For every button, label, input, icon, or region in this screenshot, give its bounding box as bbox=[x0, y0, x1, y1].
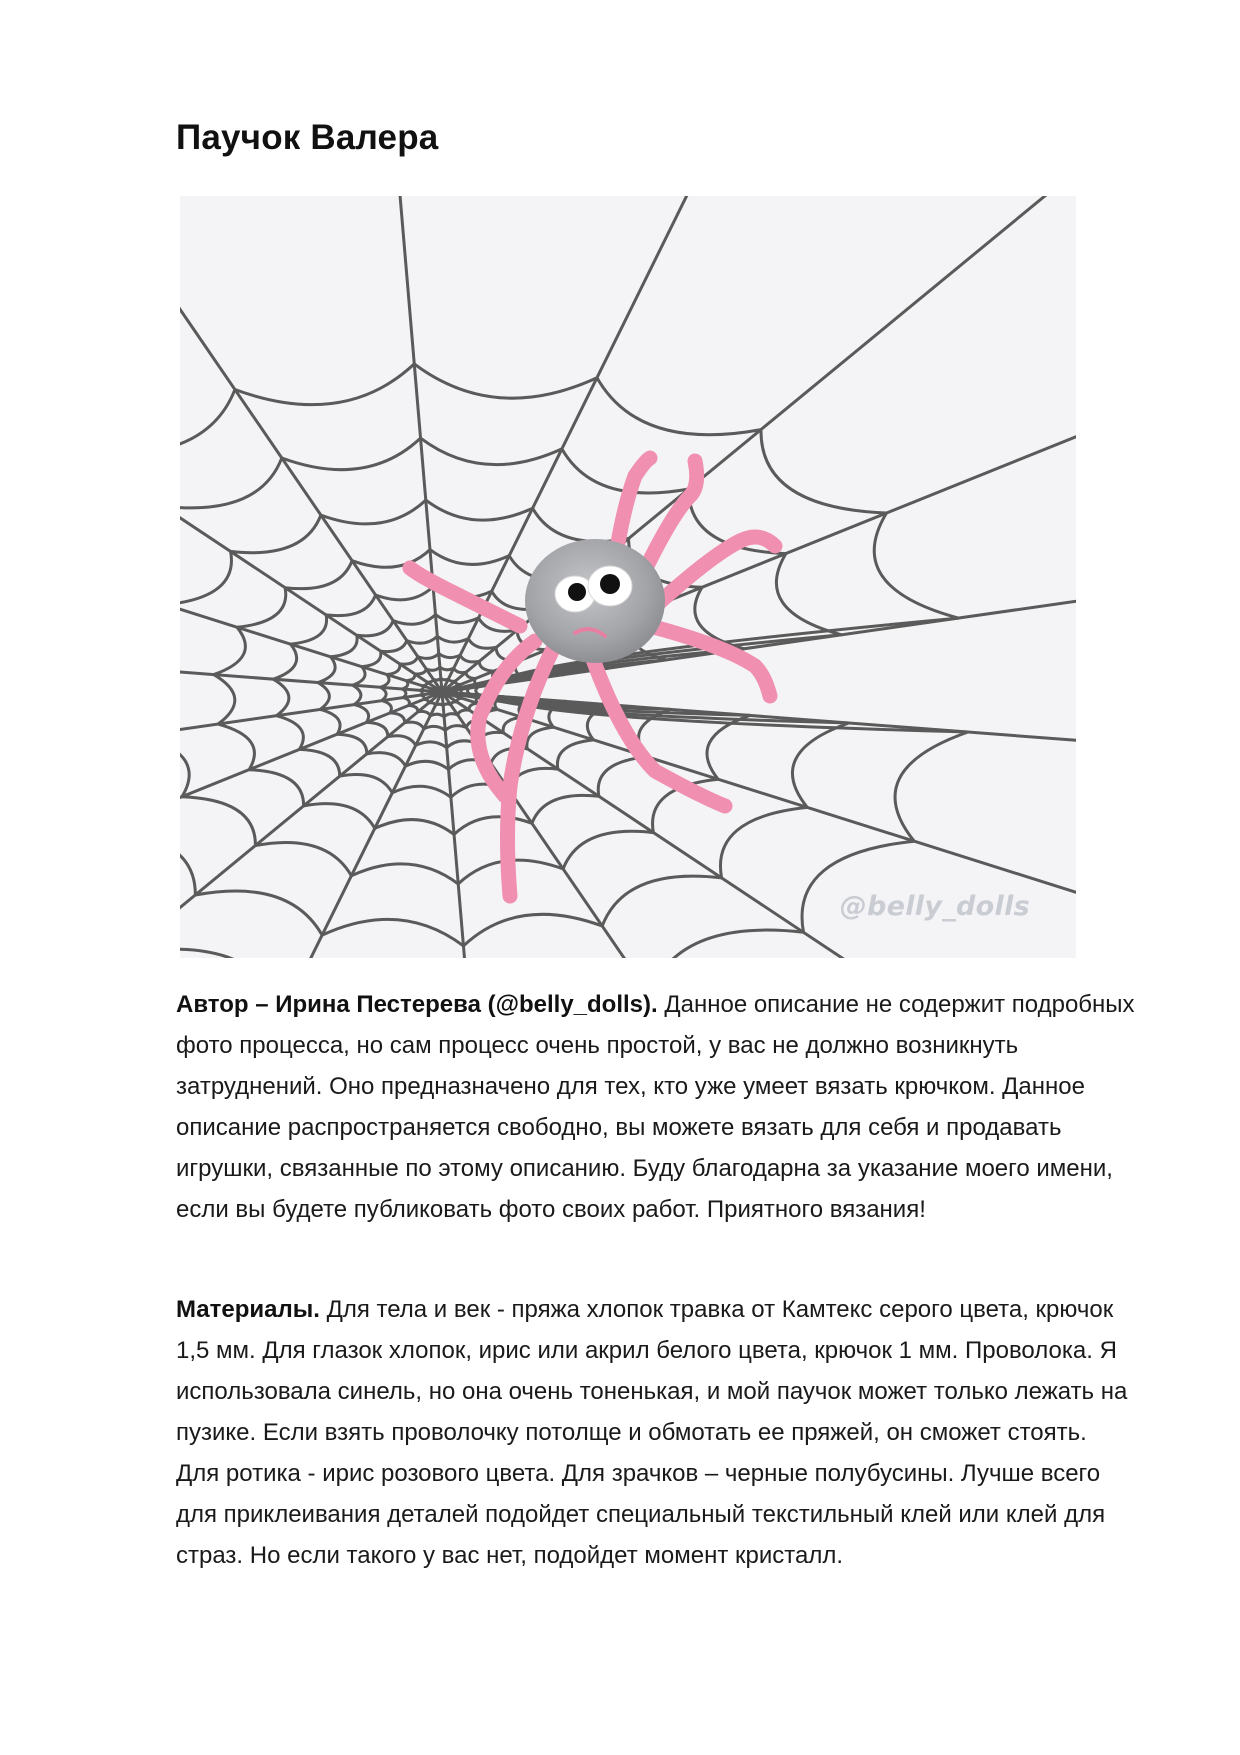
page-title: Паучок Валера bbox=[176, 118, 439, 157]
watermark: @belly_dolls bbox=[839, 891, 1030, 922]
left-pupil bbox=[568, 583, 586, 601]
materials-paragraph bbox=[176, 1289, 1136, 1576]
author-lead: Автор – Ирина Пестерева (@belly_dolls). bbox=[176, 991, 658, 1018]
spider-web-illustration bbox=[180, 196, 1076, 958]
materials-text: Для тела и век - пряжа хлопок травка от Камтекс серого цвета, крючок 1,5 мм. Для глазок хлопок, ирис или акрил белого цвета, крючок 1 мм. Проволока. Я использовала синель, но она очень тоненькая, и мой паучок может только лежать на пузике. Если взять проволочку потолще и обмотать ее пряжей, он сможет стоять. Для ротика - ирис розового цвета. Для зрачков – черные полубусины. Лучше всего для приклеивания деталей подойдет специальный текстильный клей или клей для страз. Но если такого у вас нет, подойдет момент кристалл. bbox=[176, 1296, 1128, 1569]
author-paragraph bbox=[176, 984, 1136, 1230]
right-pupil bbox=[600, 574, 620, 594]
materials-lead: Материалы. bbox=[176, 1296, 320, 1323]
spider-photo bbox=[180, 196, 1076, 958]
author-text: Данное описание не содержит подробных фото процесса, но сам процесс очень простой, у вас не должно возникнуть затруднений. Оно предназначено для тех, кто уже умеет вязать крючком. Данное описание распространяется свободно, вы можете вязать для себя и продавать игрушки, связанные по этому описанию. Буду благодарна за указание моего имени, если вы будете публиковать фото своих работ. Приятного вязания! bbox=[176, 991, 1135, 1223]
